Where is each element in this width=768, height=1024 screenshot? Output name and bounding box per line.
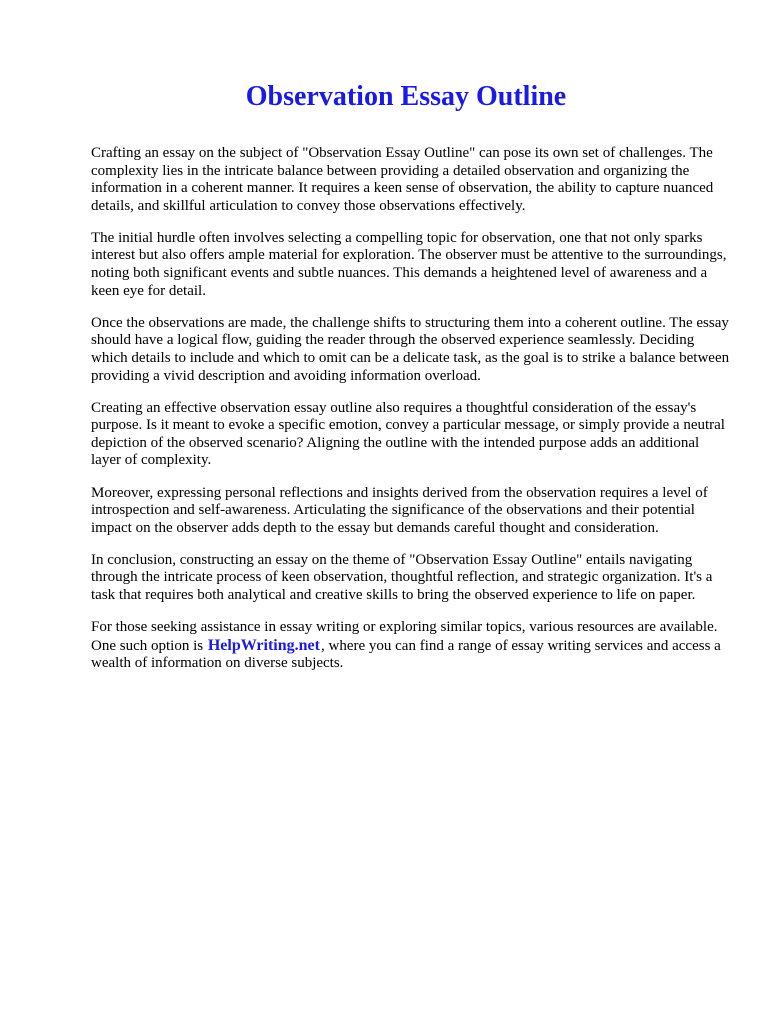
document-body — [91, 145, 731, 687]
paragraph-7 — [91, 619, 731, 673]
paragraph-5: Moreover, expressing personal reflections and insights derived from the observation requires a level of introspection and self-awareness. Articulating the significance of the observations and their potential impact on the observer adds depth to the essay but demands careful thought and consideration. — [91, 484, 708, 536]
helpwriting-link[interactable]: HelpWriting.net — [207, 636, 320, 654]
document-title: Observation Essay Outline — [245, 81, 567, 112]
paragraph-3: Once the observations are made, the challenge shifts to structuring them into a coherent outline. The essay should have a logical flow, guiding the reader through the observed experience seamlessly. Deciding which details to include and which to omit can be a delicate task, as the goal is to strike a balance between providing a vivid description and avoiding information overload. — [91, 314, 730, 384]
paragraph-4: Creating an effective observation essay outline also requires a thoughtful consideration of the essay's purpose. Is it meant to evoke a specific emotion, convey a particular message, or simply provide a neutral depiction of the observed scenario? Aligning the outline with the intended purpose adds an additional layer of complexity. — [91, 399, 725, 469]
paragraph-7-tail: , where you can find a range of essay writing services and access a wealth of information on diverse subjects. — [91, 637, 721, 672]
paragraph-7-lead: For those seeking assistance in essay writing or exploring similar topics, various resources are available. One such option is — [91, 619, 718, 654]
paragraph-2: The initial hurdle often involves selecting a compelling topic for observation, one that not only sparks interest but also offers ample material for exploration. The observer must be attentive to the surroundings, noting both significant events and subtle nuances. This demands a heightened level of awareness and a keen eye for detail. — [91, 229, 727, 299]
paragraph-1: Crafting an essay on the subject of "Observation Essay Outline" can pose its own set of challenges. The complexity lies in the intricate balance between providing a detailed observation and organizing the information in a coherent manner. It requires a keen sense of observation, the ability to capture nuanced details, and skillful articulation to convey those observations effectively. — [91, 145, 714, 214]
paragraph-6: In conclusion, constructing an essay on the theme of "Observation Essay Outline" entails navigating through the intricate process of keen observation, thoughtful reflection, and strategic organization. It's a task that requires both analytical and creative skills to bring the observed experience to life on paper. — [91, 551, 713, 603]
